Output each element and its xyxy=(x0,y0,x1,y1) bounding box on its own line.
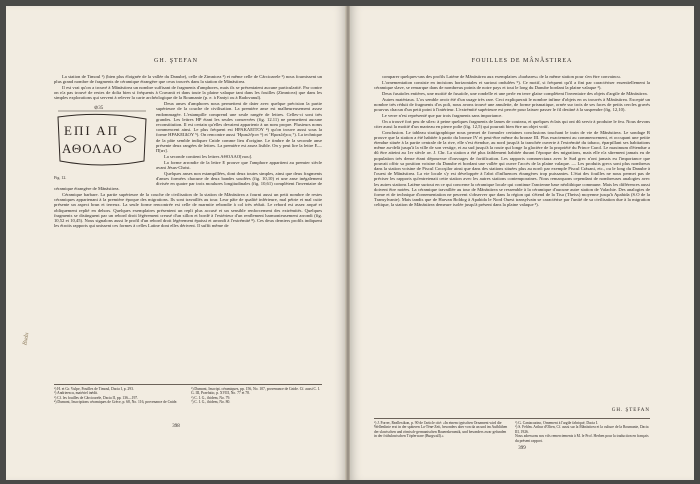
footnote-column xyxy=(374,421,509,443)
footnote: ⁵) Dumont, Inscript. céramiques, pp. 156, No. 107, provenance de Cnide. Cf. aussi C. I. G. III, Praefatio, p. XVIII, No. 77 et 78. xyxy=(191,387,320,396)
right-paragraph-4: Autres matériaux. L'os semble avoir été d'un usage très rare. Ceci expliquerait le nombre infime d'objets en os trouvés à Mânăstirea. Excepté un nombre très réduit de fragments d'os poli, nous avons trouvé une amulette, de forme prismatique, ornée sur trois de ses faces de petits cercles gravés pourvus chacun d'un petit point à l'intérieur. L'extrémité supérieure est percée pour laisser passer le fil destiné à la suspendre (fig. 12,10). xyxy=(374,96,650,112)
author-signature: GH. ŞTEFAN xyxy=(611,408,650,413)
margin-annotation: Budu xyxy=(22,332,31,346)
figure-12 xyxy=(54,103,150,183)
footnote-column xyxy=(191,387,322,405)
footnote: ³) Cf. les fouilles de Cârcioarele, Dacia II, pp. 136—197. xyxy=(54,395,139,400)
left-paragraph-5: La forme arrondie de la lettre E prouve que l'amphore appartient au premier siècle avant Jésus-Christ. xyxy=(156,159,322,170)
right-paragraph-1: comparer quelques-uns des profils Latène de Mânăstirea aux exemplaires «barbares» de la même station pour s'en être convaincu. xyxy=(382,74,621,79)
left-page-body xyxy=(54,74,322,229)
footnote: ²) Andrieescu, matériel inédit. xyxy=(54,391,99,396)
footnote: ⁷) C. I. G., ibidem, No. 80. xyxy=(191,400,231,405)
footnote: ²) G. Cantacuzino, Ornement à l'argile fabriqué, Dacia I. xyxy=(515,421,598,425)
right-paragraph-5: Le verre n'est représenté que par trois fragments sans importance. xyxy=(382,112,503,118)
right-page xyxy=(350,6,694,480)
svg-text:ΑΘΟΛΑΟ: ΑΘΟΛΑΟ xyxy=(62,141,123,157)
left-paragraph-7: Céramique barbare. La partie supérieure de la couche de civilisation de la station de Mânăstirea a fourni aussi un petit nombre de restes céramiques appartenant à la première époque des migrations. Ils sont travaillés au tour. Leur pâte de qualité inférieure, mal pétrie et mal cuite présente un aspect brun et terreux. La seule forme rencontrée est celle de marmite rebondie à col très réduit. Le rebord est assez arqué et obliquement replié en dehors. Quelques exemplaires présentent un repli plus accusé et un sensible renforcement des extrémités. Quelques fragments se distinguent par un rebord droit légèrement creusé d'un sillon et bordé à l'extérieur d'un renflement harmonieusement arrondi (fig. 10,52 et 10,45). Nous signalons aussi le profil d'un rebord droit légèrement épaissi et arrondi à l'extrémité ⁸). Ces deux derniers profils indiquent les étroits rapports qui unissent ces formes à celles Latine dont elles dérivent. Il suffit même de xyxy=(54,192,322,229)
footnotes-left xyxy=(54,384,322,405)
running-head-left: GH. ŞTEFAN xyxy=(154,58,198,64)
amphora-stamp-drawing xyxy=(54,103,150,175)
svg-text:ΕΠΙ ΑΠ: ΕΠΙ ΑΠ xyxy=(64,123,119,139)
footnotes-right xyxy=(374,418,650,443)
footnote: ¹) H. et Gr. Vulpe, Fouilles de Timoul, Dacia I, p. 293. xyxy=(54,387,134,391)
left-paragraph-6: Quelques anses non estampillées, dont deux toutes simples, ainsi que deux fragments d'anses formées chacune de deux bandes soudées (fig. 10,10) et une anse inégalement divisée en quatre par trois moulures longitudinales (fig. 10,61) complètent l'inventaire de céramique étrangère de Mânăstirea. xyxy=(54,170,322,192)
right-paragraph-3: Deux fusaïoles entières, une moitié de fusaïole, une rondelle et une perle en terre glaise complètent l'inventaire des objets d'argile de Mânăstirea. xyxy=(382,90,648,96)
figure-scale-label: ⊘35 xyxy=(94,106,104,112)
page-number-left: 398 xyxy=(172,424,180,429)
right-page-body xyxy=(374,74,650,208)
right-paragraph-2: L'ornementation consiste en incisions horizontales et surtout ondulées ⁹). Ce motif, si fréquent qu'il a fini par caractériser essentiellement la céramique slave, se remarque dans de nombreux points de notre pays et tout le long du Danube bordant la plaine valaque ²). xyxy=(374,79,650,90)
footnote: Nous adressons nos vifs remerciements à M. le Prof. Herben pour la traduction en français du présent rapport. xyxy=(515,434,649,443)
left-paragraph-2: Il est vrai qu'on a trouvé à Mânăstirea un nombre suffisant de fragments d'amphores, mais ils se présentaient aucune particularité. Par contre on n'a pas trouvé de restes de dolia bien si fréquents à Cravanit et dans toute la plaine valaque tant dans les fouilles (Zimnicea) que dans les simples explorations qui servent à relever la carte archéologique de la Roumanie (p. e. à Fantyi ou à Radovanul). xyxy=(54,85,322,101)
left-paragraph-1: La station de Timoul ¹) (bien plus éloignée de la vallée du Danube), celle de Zimnicea ²) et même celle de Cârcioarele ³) nous fournissent un plus grand nombre de fragments de céramique étrangère que ceux trouvés dans la station de Mânăstirea. xyxy=(54,74,322,85)
right-paragraph-6: On a trouvé fort peu de silex: à peine quelques fragments de lames de couteau, et quelques éclats qui ont dû servir à produire le feu. Nous devons citer aussi la moitié d'un marteau en pierre polie (fig. 12,5) qui pourrait bien être un objet votif. xyxy=(374,118,650,129)
footnote: ⁶) C. I. G., ibidem, No. 79. xyxy=(191,395,231,400)
page-number-right: 399 xyxy=(518,446,526,451)
footnote: ³) S. Fehlm. Arthur d'Olten, Cf. aussi sur la Mânăstirea et la culture de la Roumanie, Dacia III, 1926. xyxy=(515,425,649,434)
left-paragraph-4: La seconde contient les lettres AΘOΛAO[νιου]. xyxy=(164,153,253,159)
right-paragraph-7: Conclusion. Le tableau stratigraphique nous permet de formuler certaines conclusions touchant le train de vie de Mânăstirea. Le sondage B prouve que la station a été habitée à partir du bronze IV et peut-être même du bronze III. Plus exactement au commencement, et occupant une petite étendue située à la partie centrale de la rive, elle s'est étendue, au nord jusqu'à la tranchée ouverte à l'extrémité du tabaco, éparpillant ses habitations même au-delà jusqu'à la ville de son vestige, et au sud jusqu'à la route qui longe la glacière de la propriété du Prince Carol. Le maximum d'étendue a dû être atteint au 1er siècle av. J. Chr. La station a été plus faiblement habitée durant l'époque des migrations, mais elle n'a sûrement jamais eu de population très dense étant dépourvue d'ouvrages de fortification. Les rapports commerciaux avec le Sud grec n'ont jamais eu l'importance que pouvait offrir sa position voisine du Danube et bordant une vallée qui ouvre l'accès de la plaine valaque. — Les produits grecs sont plus nombreux dans la station voisine de Piscul Cocoşilor ainsi que dans des stations situées plus au nord: par exemple Piscul Crăsani, etc., ou le long du Danube à l'ouest de Mânăstirea. La vie locale s'y est développée à l'abri d'influences étrangères trop puissantes. L'état des fouilles ne nous permet pas de préciser les rapports qu'entretenait cette station avec les autres stations contemporaines. Nous remarquons cependant de nombreuses analogies avec les autres stations Latène surtout en ce qui concerne la céramique locale qui continue l'ancienne base néolithique commune. Mais les différences aussi doivent être notées. La céramique travaillée au tour de Mânăstirea se ressemble à la céramique d'aucune autre station de Valachie. Des analogies de forme et de technique d'ornementation ne peuvent s'observer que dans la région qui s'étend de la Tisa (Theiss) moyenne jusqu'à Apahida (S.O de la Transylvanie). Mais tandis que de Harvan Boldog à Apahida le Nord Ouest transylvain se caractérise par l'unité de sa civilisation due à la migration celtique, la station de Mânăstirea demeure isolée jusqu'à présent dans la plaine valaque ³). xyxy=(374,129,650,208)
running-head-right: FOUILLES DE MÂNĂSTIREA xyxy=(471,58,573,64)
footnote-column xyxy=(54,387,185,405)
figure-caption: Fig. 12. xyxy=(54,175,67,181)
footnote: ¹) J. Forrer, Reallexikon, p. 90 de l'article cité: «In einem typischen Ornament wird die Wellenlinie erst in der späteren La-Tène-Zeit, besonders aber von da an und im Aufblühen der slawischen und römisch-germanischen Bauernkeramik, und besonders zwar gefunden in der frühslawischen Töpferware (Burgwall).» xyxy=(374,421,508,439)
left-paragraph-3: Deux anses d'amphores nous permettent de dater avec quelque précision la partie supérieure de la couche de civilisation. La première anse est malheureusement assez endommagée. L'estampille comprend une seule rangée de lettres. Celles-ci sont très grandes. Les lettres HP étant les seules conservées (fig. 12.11) ne permettent aucune reconstitution. Il est certain qu'elles devaient appartenir à un nom propre. Plusieurs noms commencent ainsi. Le plus fréquent est HPAKΛEITOY ⁴) qu'on trouve aussi sous la forme HPAKEIΔOY ⁵). On rencontre aussi ʼHρακλῆτον ⁶) et ʼHρακλῆτος ⁷). La technique de la pâte semble indiquer Cnide comme lieu d'origine. Le timbre de la seconde anse présente deux rangées de lettres. La première est assez lisible. On y peut lire la lettre E—Π[ατ]. xyxy=(156,101,322,154)
left-page xyxy=(6,6,346,480)
footnote-column xyxy=(515,421,650,443)
footnote: ⁴) Dumont, Inscriptions céramiques de Grèce, p. 68, No. 116, provenance de Cnide. xyxy=(54,400,178,405)
